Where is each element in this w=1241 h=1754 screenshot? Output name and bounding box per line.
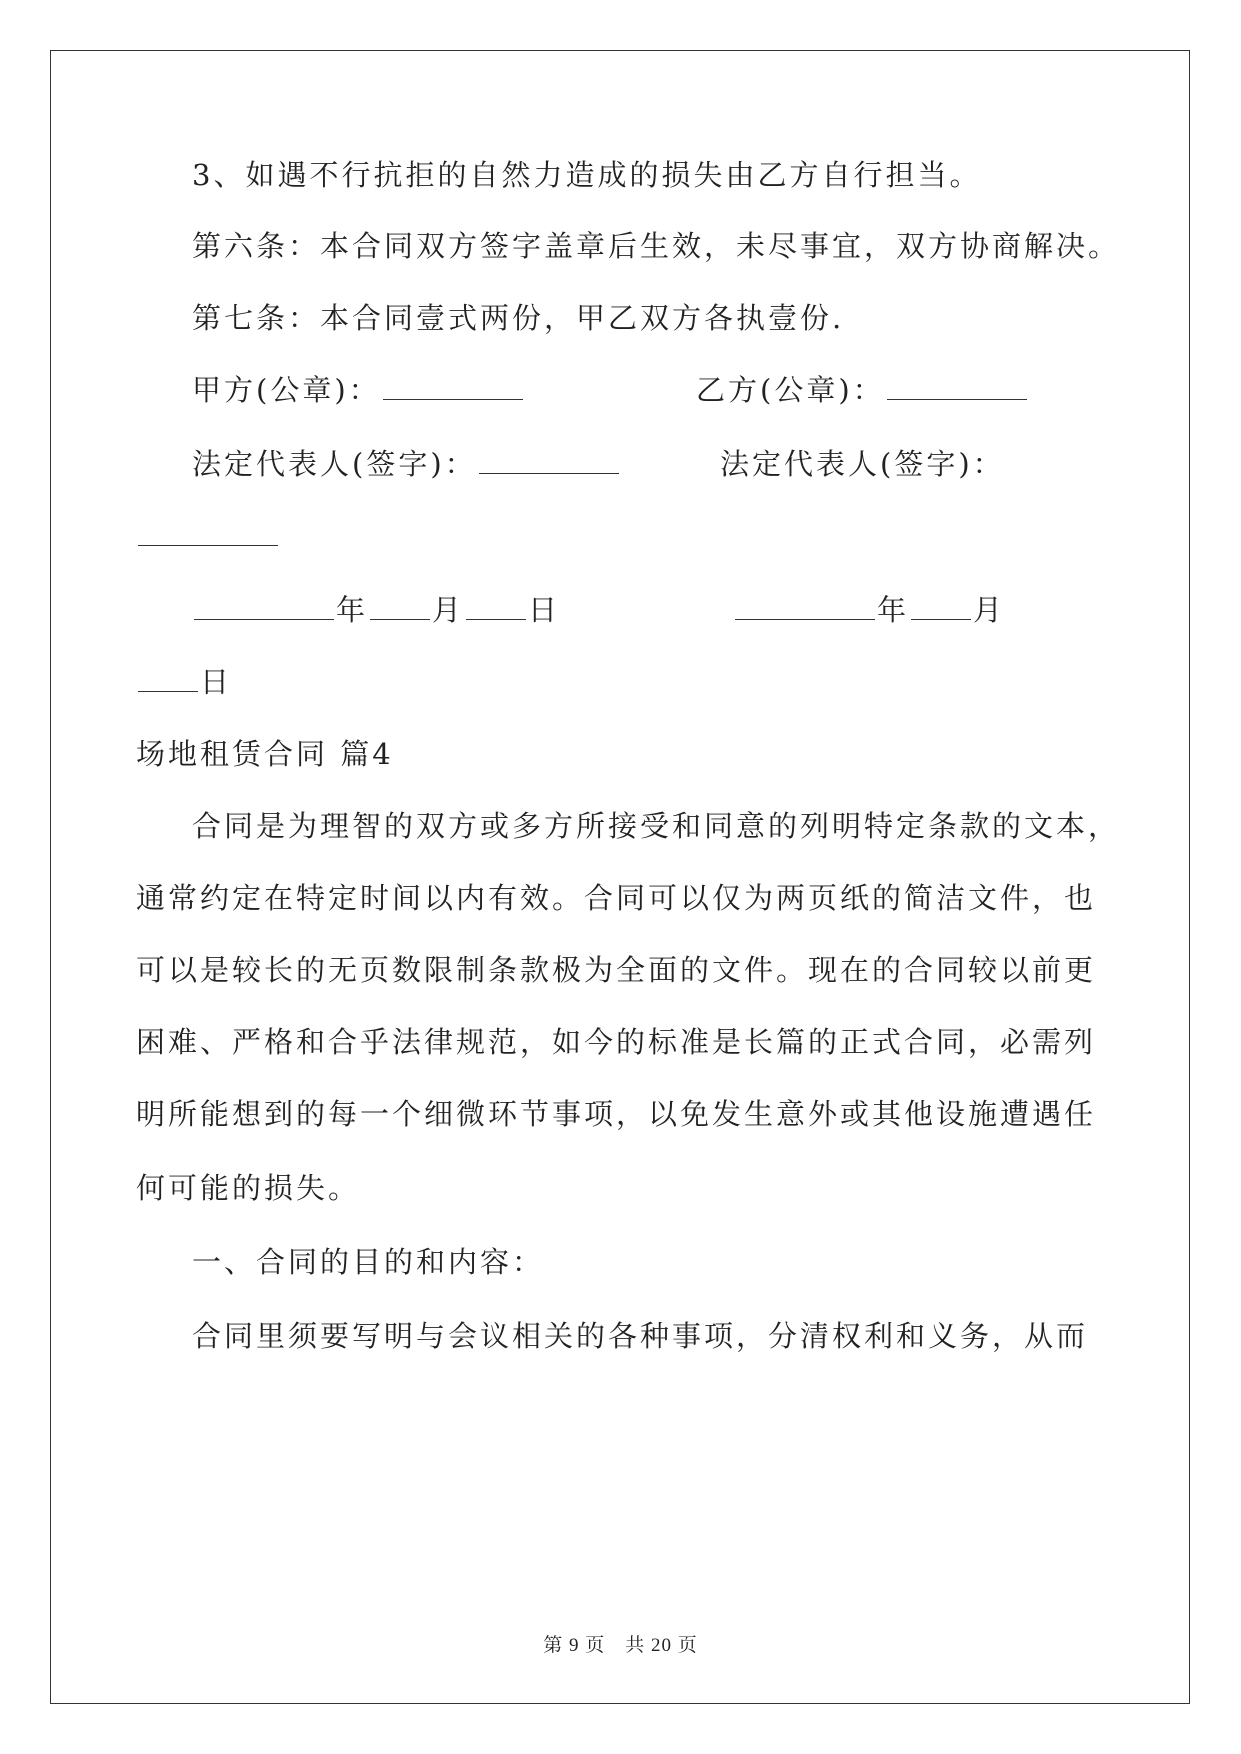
party-a-seal-label: 甲方(公章)： xyxy=(192,373,381,407)
date-a-month-label: 月 xyxy=(432,593,465,627)
paragraph1-line6: 何可能的损失。 xyxy=(136,1171,361,1205)
rep-a-blank xyxy=(479,447,619,474)
date-b-year-label: 年 xyxy=(877,593,910,627)
article-6: 第六条：本合同双方签字盖章后生效，未尽事宜，双方协商解决。 xyxy=(192,229,1121,263)
paragraph1-line5: 明所能想到的每一个细微环节事项，以免发生意外或其他设施遭遇任 xyxy=(136,1097,1097,1131)
party-a-seal-blank xyxy=(383,373,523,400)
date-a-day-label: 日 xyxy=(528,593,561,627)
date-a-day-blank xyxy=(466,593,526,620)
clause-3: 3、如遇不行抗拒的自然力造成的损失由乙方自行担当。 xyxy=(192,158,982,192)
date-b-line xyxy=(733,592,1005,628)
rep-a-label: 法定代表人(签字)： xyxy=(192,447,477,481)
date-b-day-line xyxy=(136,664,232,700)
date-b-year-blank xyxy=(735,593,875,620)
date-b-day-label: 日 xyxy=(200,665,233,699)
date-a-year-label: 年 xyxy=(336,593,369,627)
rep-b-blank xyxy=(138,519,278,546)
date-b-month-label: 月 xyxy=(973,593,1006,627)
date-b-month-blank xyxy=(911,593,971,620)
paragraph1-line1: 合同是为理智的双方或多方所接受和同意的列明特定条款的文本， xyxy=(192,809,1121,843)
party-b-seal-line xyxy=(696,372,1029,408)
paragraph2-line1: 合同里须要写明与会议相关的各种事项，分清权利和义务，从而 xyxy=(192,1319,1089,1353)
rep-b-blank-line xyxy=(136,518,280,554)
subheading: 一、合同的目的和内容： xyxy=(192,1245,545,1279)
page-frame xyxy=(50,50,1190,1704)
party-b-seal-label: 乙方(公章)： xyxy=(696,373,885,407)
paragraph1-line4: 困难、严格和合乎法律规范，如今的标准是长篇的正式合同，必需列 xyxy=(136,1025,1097,1059)
rep-b-line xyxy=(720,446,1005,482)
date-b-day-blank xyxy=(138,665,198,692)
party-b-seal-blank xyxy=(887,373,1027,400)
paragraph1-line2: 通常约定在特定时间以内有效。合同可以仅为两页纸的简洁文件，也 xyxy=(136,881,1097,915)
rep-a-line xyxy=(192,446,621,482)
section-title: 场地租赁合同 篇4 xyxy=(136,737,394,771)
date-a-month-blank xyxy=(370,593,430,620)
rep-b-label: 法定代表人(签字)： xyxy=(720,447,1005,481)
date-a-year-blank xyxy=(194,593,334,620)
page-footer: 第 9 页 共 20 页 xyxy=(543,1635,698,1656)
party-a-seal-line xyxy=(192,372,525,408)
article-7: 第七条：本合同壹式两份，甲乙双方各执壹份. xyxy=(192,301,845,335)
paragraph1-line3: 可以是较长的无页数限制条款极为全面的文件。现在的合同较以前更 xyxy=(136,953,1097,987)
date-a-line xyxy=(192,592,560,628)
